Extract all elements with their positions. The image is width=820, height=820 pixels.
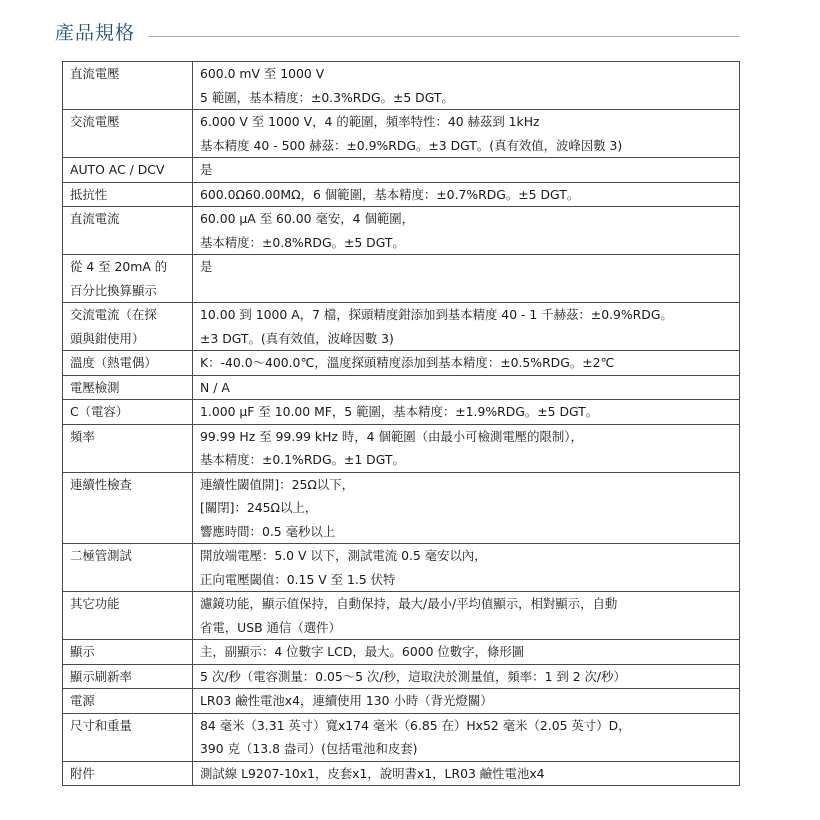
spec-label-cell <box>63 182 193 207</box>
spec-value-line: ±3 DGT。(真有效值，波峰因數 3) <box>200 330 394 346</box>
spec-value-line: 濾鏡功能，顯示值保持，自動保持，最大/最小/平均值顯示，相對顯示，自動 <box>200 596 618 611</box>
spec-value-line: 主，副顯示：4 位數字 LCD，最大。6000 位數字，條形圖 <box>200 644 525 659</box>
spec-label-cell <box>63 375 193 400</box>
spec-value-line: 響應時間：0.5 毫秒以上 <box>200 523 336 539</box>
spec-label: 直流電流 <box>70 211 120 226</box>
spec-value-cell <box>193 62 740 110</box>
spec-value-cell <box>193 182 740 207</box>
spec-label: 交流電壓 <box>70 114 120 129</box>
spec-label-cell <box>63 207 193 255</box>
spec-value-line: 測試線 L9207-10x1，皮套x1，說明書x1，LR03 鹼性電池x4 <box>200 765 545 781</box>
spec-value-line: 60.00 μA 至 60.00 毫安，4 個範圍， <box>200 211 415 226</box>
spec-label: 抵抗性 <box>70 186 108 202</box>
spec-value-line: 基本精度：±0.1%RDG。±1 DGT。 <box>200 452 405 467</box>
spec-label-cell <box>63 689 193 714</box>
spec-row <box>63 255 740 303</box>
spec-label-cell <box>63 640 193 665</box>
spec-value-line: 84 毫米（3.31 英寸）寬x174 毫米（6.85 在）Hx52 毫米（2.05 英寸）D， <box>200 717 631 733</box>
spec-value-cell <box>193 207 740 255</box>
spec-label: 連續性檢查 <box>70 476 132 492</box>
spec-label-cell <box>63 713 193 761</box>
spec-value-cell <box>193 110 740 158</box>
spec-value-line: 正向電壓閾值：0.15 V 至 1.5 伏特 <box>200 571 396 587</box>
spec-value-line: 10.00 到 1000 A，7 檔，探頭精度鉗添加到基本精度 40 - 1 千赫茲：±0.9%RDG。 <box>200 307 673 322</box>
spec-value-line: N / A <box>200 379 230 395</box>
spec-label-cell <box>63 158 193 183</box>
spec-value-cell <box>193 761 740 786</box>
spec-value-line: 600.0 mV 至 1000 V <box>200 66 325 81</box>
spec-label: 二極管測試 <box>70 548 132 563</box>
spec-row <box>63 544 740 592</box>
spec-label-cell <box>63 255 193 303</box>
spec-label: 交流電流（在探 <box>70 307 157 322</box>
spec-value-cell <box>193 424 740 472</box>
spec-row <box>63 400 740 425</box>
spec-value-cell <box>193 400 740 425</box>
spec-label-cell <box>63 664 193 689</box>
spec-table-body <box>63 62 740 786</box>
spec-value-cell <box>193 664 740 689</box>
spec-value-line: [關閉]：245Ω以上， <box>200 500 318 515</box>
spec-row <box>63 761 740 786</box>
spec-value-cell <box>193 544 740 592</box>
spec-row <box>63 689 740 714</box>
page-title: 產品規格 <box>55 22 136 44</box>
spec-label-cell <box>63 472 193 544</box>
spec-value-line: 5 次/秒（電容測量：0.05～5 次/秒，這取決於測量值，頻率：1 到 2 次/秒） <box>200 668 626 684</box>
spec-value-line: 基本精度 40 - 500 赫茲：±0.9%RDG。±3 DGT。(真有效值，波峰因數 3) <box>200 137 623 153</box>
spec-label: 附件 <box>70 765 95 781</box>
spec-row <box>63 664 740 689</box>
spec-label: C（電容） <box>70 404 129 419</box>
spec-row <box>63 592 740 640</box>
spec-value-line: 連續性閾值開]：25Ω以下， <box>200 476 354 492</box>
spec-value-cell <box>193 640 740 665</box>
spec-row <box>63 351 740 376</box>
spec-row <box>63 713 740 761</box>
spec-value-line: 基本精度：±0.8%RDG。±5 DGT。 <box>200 234 405 250</box>
spec-row <box>63 303 740 351</box>
spec-value-line: 6.000 V 至 1000 V，4 的範圍，頻率特性：40 赫茲到 1kHz <box>200 114 540 129</box>
spec-label-cell <box>63 110 193 158</box>
spec-label: 頻率 <box>70 428 95 444</box>
spec-row <box>63 424 740 472</box>
spec-label: 電源 <box>70 693 95 708</box>
spec-label-cell <box>63 424 193 472</box>
spec-value-cell <box>193 689 740 714</box>
spec-label: 其它功能 <box>70 596 120 611</box>
spec-value-cell <box>193 303 740 351</box>
spec-row <box>63 640 740 665</box>
spec-label: 顯示 <box>70 644 95 659</box>
spec-label: 尺寸和重量 <box>70 717 132 733</box>
spec-row <box>63 375 740 400</box>
spec-label-cell <box>63 761 193 786</box>
spec-label: 溫度（熱電偶） <box>70 355 157 370</box>
spec-label: 直流電壓 <box>70 66 120 81</box>
spec-label-cell <box>63 303 193 351</box>
spec-label: 從 4 至 20mA 的 <box>70 259 168 274</box>
spec-label-cell <box>63 592 193 640</box>
spec-label-cell <box>63 400 193 425</box>
spec-label: 百分比換算顯示 <box>70 282 157 298</box>
spec-value-cell <box>193 472 740 544</box>
spec-value-line: 5 範圍，基本精度：±0.3%RDG。±5 DGT。 <box>200 89 454 105</box>
spec-value-line: K：-40.0～400.0℃，溫度探頭精度添加到基本精度：±0.5%RDG。±2℃ <box>200 355 615 370</box>
spec-value-line: 1.000 μF 至 10.00 MF，5 範圍，基本精度：±1.9%RDG。±5 DGT。 <box>200 404 599 419</box>
spec-label-cell <box>63 62 193 110</box>
title-underline <box>148 36 740 37</box>
spec-value-cell <box>193 592 740 640</box>
spec-table <box>62 61 740 786</box>
spec-label-cell <box>63 351 193 376</box>
spec-row <box>63 207 740 255</box>
spec-label: 電壓檢測 <box>70 379 120 395</box>
spec-value-cell <box>193 255 740 303</box>
spec-label: 頭與鉗使用） <box>70 330 145 346</box>
spec-value-cell <box>193 713 740 761</box>
spec-value-line: 是 <box>200 162 213 177</box>
spec-value-line: 是 <box>200 259 213 274</box>
spec-value-line: 390 克（13.8 盎司）(包括電池和皮套) <box>200 741 418 756</box>
spec-row <box>63 472 740 544</box>
spec-row <box>63 182 740 207</box>
spec-row <box>63 158 740 183</box>
spec-label: AUTO AC / DCV <box>70 162 165 177</box>
spec-value-cell <box>193 158 740 183</box>
spec-value-line: 開放端電壓：5.0 V 以下，測試電流 0.5 毫安以內， <box>200 548 487 563</box>
spec-value-line: 600.0Ω60.00MΩ，6 個範圍，基本精度：±0.7%RDG。±5 DGT。 <box>200 186 580 202</box>
spec-value-cell <box>193 351 740 376</box>
spec-label-cell <box>63 544 193 592</box>
spec-value-line: LR03 鹼性電池x4，連續使用 130 小時（背光燈關） <box>200 693 493 708</box>
spec-value-line: 99.99 Hz 至 99.99 kHz 時，4 個範圍（由最小可檢測電壓的限制）， <box>200 428 583 444</box>
spec-label: 顯示刷新率 <box>70 668 132 684</box>
spec-row <box>63 110 740 158</box>
spec-value-cell <box>193 375 740 400</box>
spec-value-line: 省電，USB 通信（選件） <box>200 619 341 635</box>
spec-row <box>63 62 740 110</box>
